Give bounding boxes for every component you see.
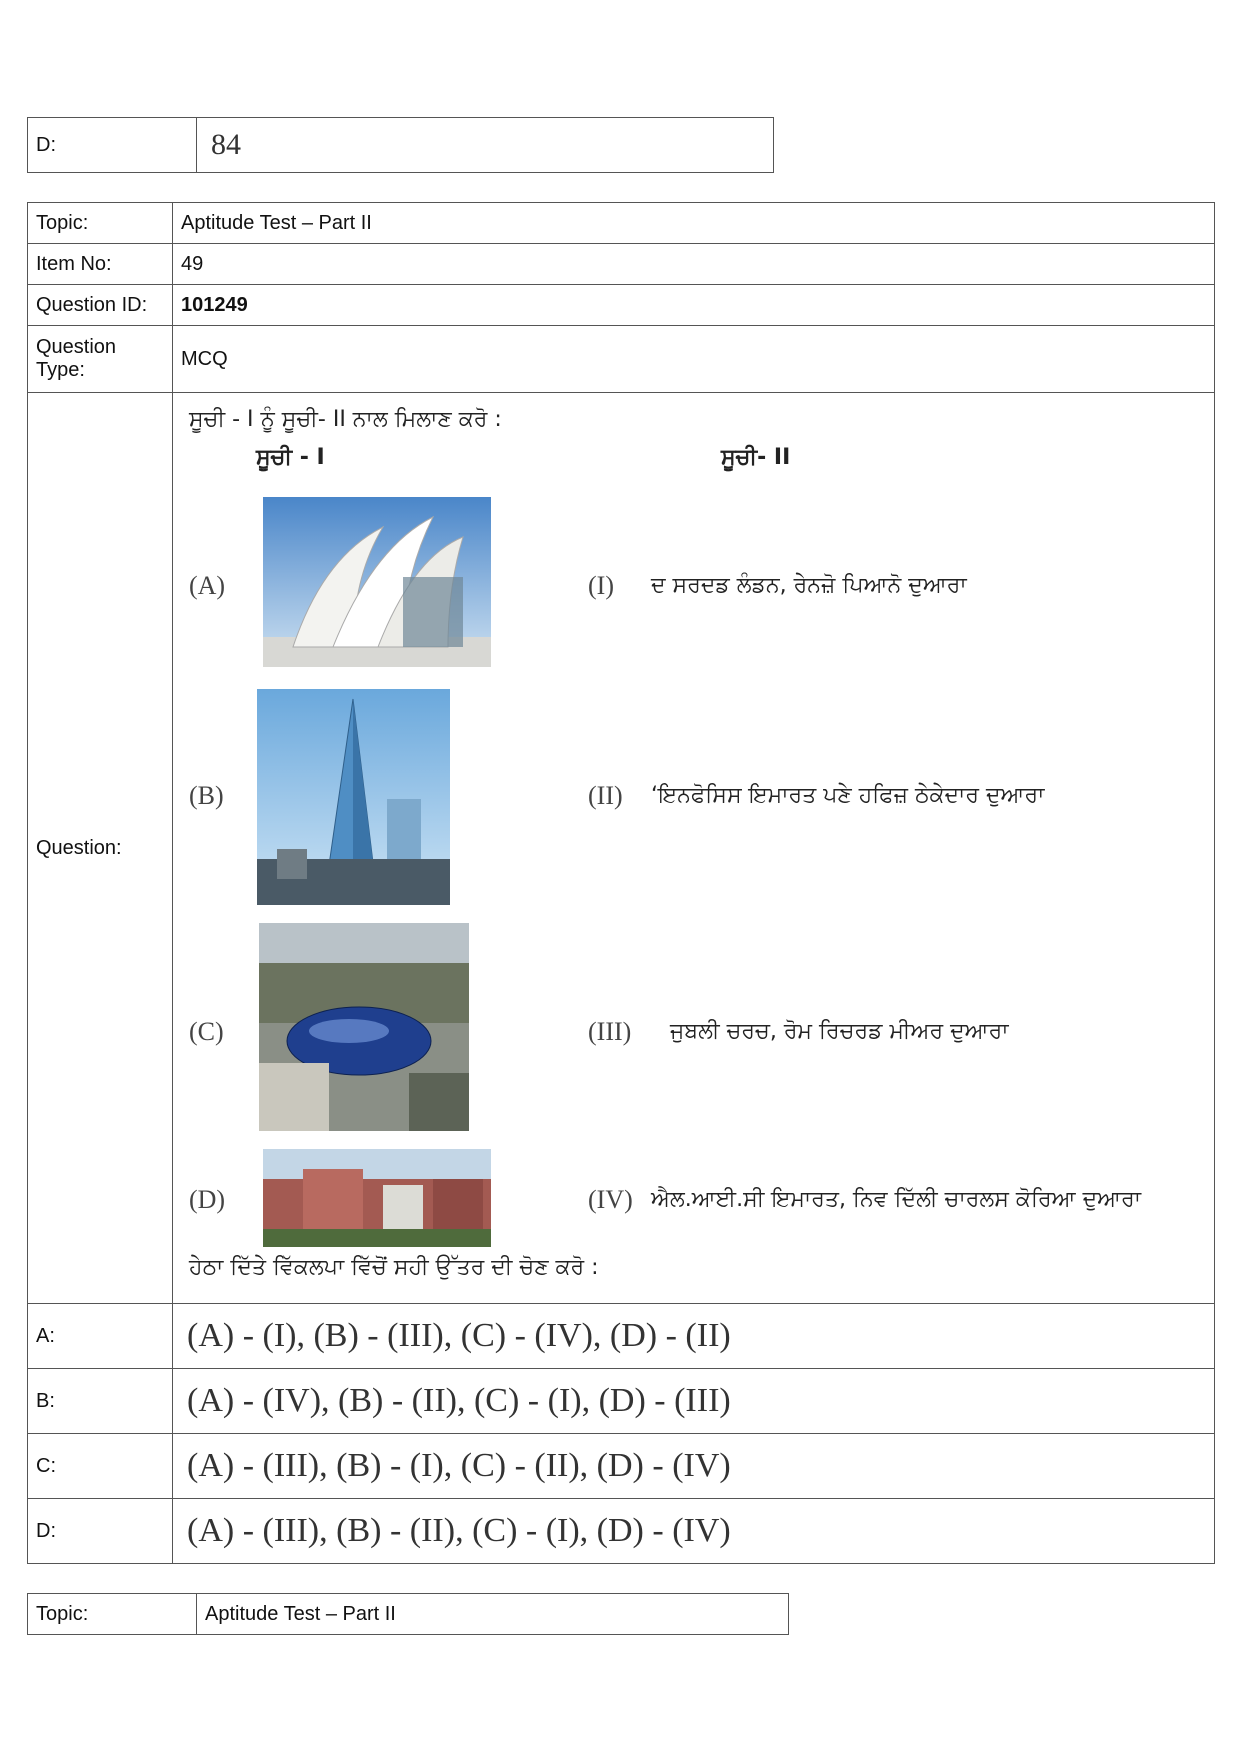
list2-item-ii: ‘ਇਨਫੋਸਿਸ ਇਮਾਰਤ ਪਣੇ ਹਫਿਜ਼ ਠੇਕੇਦਾਰ ਦੁਆਰਾ xyxy=(651,783,1045,808)
question-id-value: 101249 xyxy=(173,285,1215,326)
option-c-text: (A) - (III), (B) - (I), (C) - (II), (D) - (IV) xyxy=(173,1434,1215,1499)
list2-item-i: ਦ ਸਰਦਡ ਲੰਡਨ, ਰੇਨਜ਼ੋ ਪਿਆਨੋ ਦੁਆਰਾ xyxy=(651,573,967,598)
list2-heading: ਸੂਚੀ- II xyxy=(721,445,791,470)
next-topic-box xyxy=(27,1593,789,1635)
topic-label: Topic: xyxy=(28,203,173,244)
list2-roman-i: (I) xyxy=(588,571,614,600)
list1-letter-c: (C) xyxy=(189,1017,224,1046)
question-id-label: Question ID: xyxy=(28,285,173,326)
infosys-building-image xyxy=(259,923,469,1131)
question-instruction: ਸੂਚੀ - I ਨੂੰ ਸੂਚੀ- II ਨਾਲ ਮਿਲਾਣ ਕਰੋ : xyxy=(189,407,502,432)
list1-letter-a: (A) xyxy=(189,571,226,600)
list2-roman-iii: (III) xyxy=(588,1017,632,1046)
option-b-label: B: xyxy=(28,1369,173,1434)
list1-heading: ਸੂਚੀ - I xyxy=(256,445,325,470)
question-type-label: Question Type: xyxy=(28,326,173,393)
topic-value: Aptitude Test – Part II xyxy=(173,203,1215,244)
list1-letter-b: (B) xyxy=(189,781,224,810)
question-label: Question: xyxy=(28,393,173,1304)
option-d-text: (A) - (III), (B) - (II), (C) - (I), (D) - (IV) xyxy=(173,1499,1215,1564)
option-a-label: A: xyxy=(28,1304,173,1369)
answer-key-label: D: xyxy=(28,118,197,173)
option-d-label: D: xyxy=(28,1499,173,1564)
answer-key-box xyxy=(27,117,774,173)
question-type-value: MCQ xyxy=(173,326,1215,393)
the-shard-image xyxy=(257,689,450,905)
list1-letter-d: (D) xyxy=(189,1185,226,1214)
next-topic-value: Aptitude Test – Part II xyxy=(197,1594,789,1635)
list2-item-iv: ਐਲ.ਆਈ.ਸੀ ਇਮਾਰਤ, ਨਿਵ ਦਿੱਲੀ ਚਾਰਲਸ ਕੋਰਿਆ ਦੁਆਰਾ xyxy=(651,1187,1142,1212)
list2-roman-ii: (II) xyxy=(588,781,623,810)
item-no-value: 49 xyxy=(173,244,1215,285)
question-body xyxy=(173,393,1215,1304)
question-footer: ਹੇਠਾ ਦਿੱਤੇ ਵਿੱਕਲਪਾ ਵਿੱਚੋਂ ਸਹੀ ਉੱਤਰ ਦੀ ਚੋਣ ਕਰੋ : xyxy=(189,1255,599,1280)
list2-item-iii: ਜੁਬਲੀ ਚਰਚ, ਰੋਮ ਰਿਚਰਡ ਮੀਅਰ ਦੁਆਰਾ xyxy=(670,1019,1009,1044)
option-b-text: (A) - (IV), (B) - (II), (C) - (I), (D) - (III) xyxy=(173,1369,1215,1434)
jubilee-church-image xyxy=(263,497,491,667)
option-a-text: (A) - (I), (B) - (III), (C) - (IV), (D) - (II) xyxy=(173,1304,1215,1369)
next-topic-label: Topic: xyxy=(28,1594,197,1635)
answer-key-value: 84 xyxy=(197,118,774,173)
option-c-label: C: xyxy=(28,1434,173,1499)
list2-roman-iv: (IV) xyxy=(588,1185,633,1214)
item-no-label: Item No: xyxy=(28,244,173,285)
lic-building-image xyxy=(263,1149,491,1247)
question-table xyxy=(27,202,1215,1564)
